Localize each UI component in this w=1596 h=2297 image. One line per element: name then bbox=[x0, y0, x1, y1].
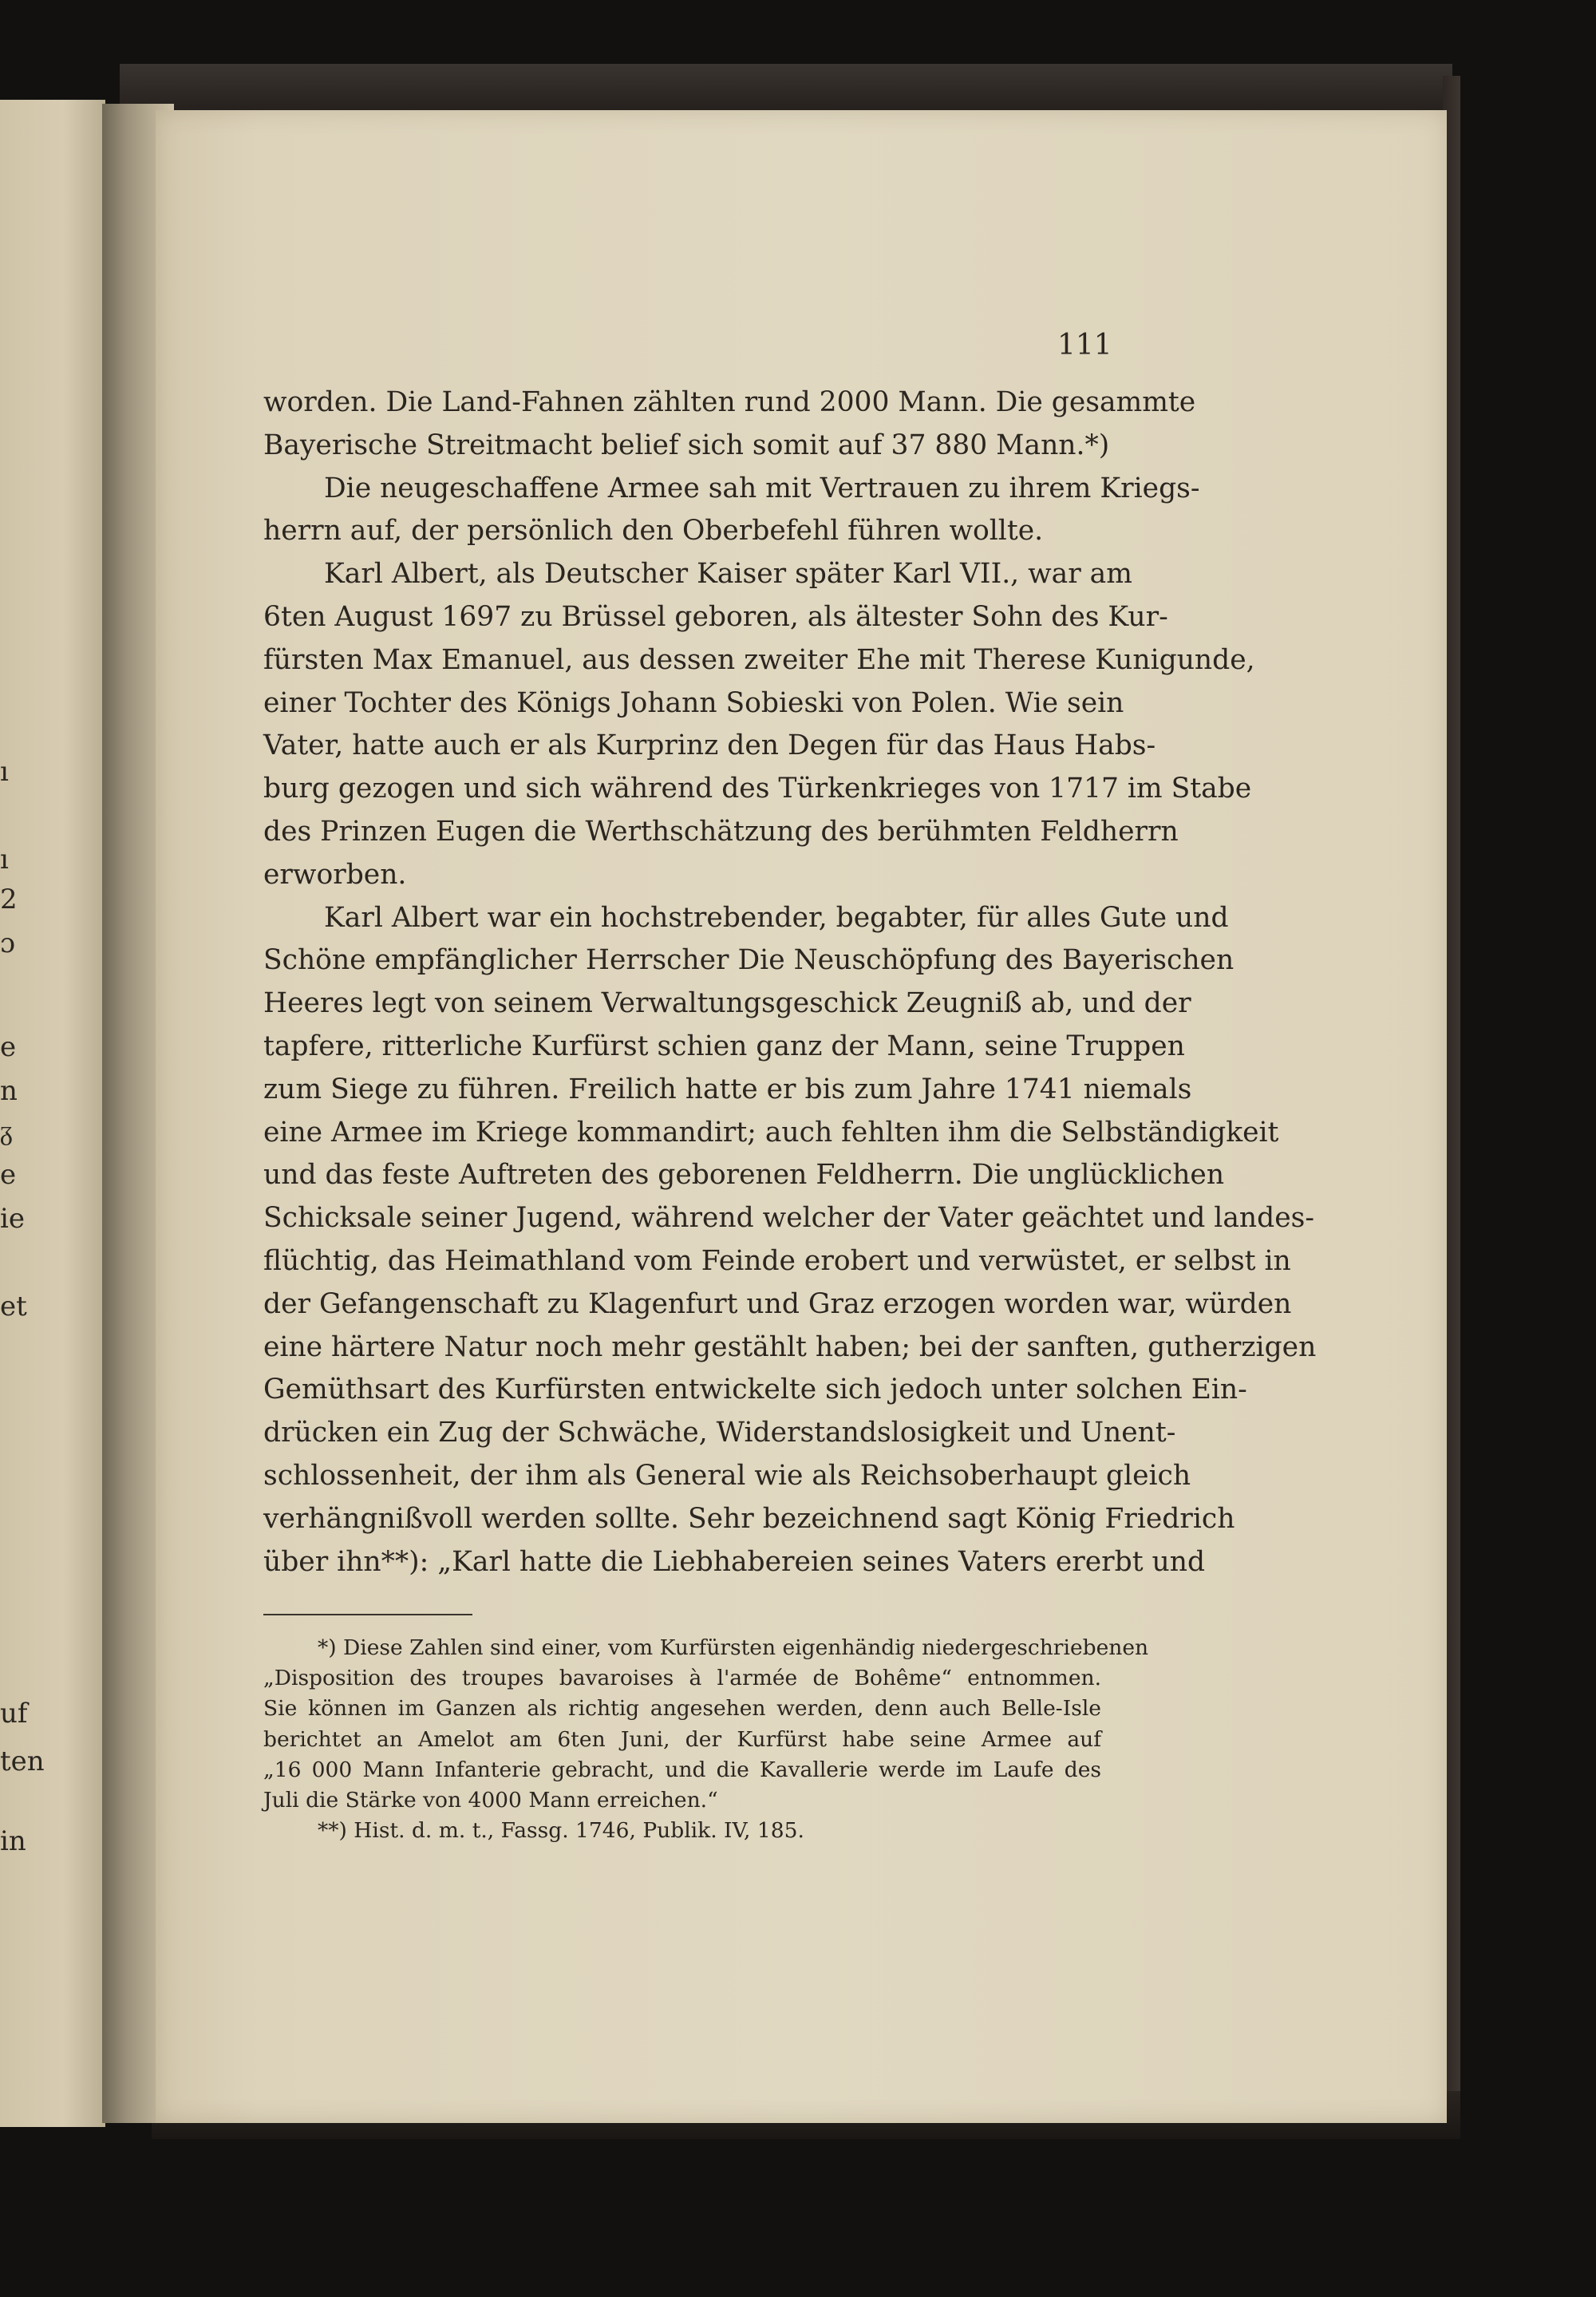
footnote-line: **) Hist. d. m. t., Fassg. 1746, Publik. IV, 185. bbox=[318, 1818, 804, 1844]
text-line: einer Tochter des Königs Johann Sobieski von Polen. Wie sein bbox=[263, 686, 1124, 719]
text-line: Gemüthsart des Kurfürsten entwickelte sich jedoch unter solchen Ein- bbox=[263, 1374, 1247, 1406]
footnote-line: „16 000 Mann Infanterie gebracht, und die Kavallerie werde im Laufe des bbox=[263, 1757, 1101, 1782]
body-text bbox=[263, 382, 1317, 1583]
text-line: Karl Albert war ein hochstrebender, begabter, für alles Gute und bbox=[324, 901, 1229, 934]
footnote-line: *) Diese Zahlen sind einer, vom Kurfürsten eigenhändig niedergeschriebenen bbox=[318, 1635, 1149, 1660]
text-line: flüchtig, das Heimathland vom Feinde erobert und verwüstet, er selbst in bbox=[263, 1244, 1291, 1277]
left-page-fragment: uf bbox=[0, 1698, 28, 1730]
text-line: der Gefangenschaft zu Klagenfurt und Graz erzogen worden war, würden bbox=[263, 1287, 1292, 1320]
text-line: Vater, hatte auch er als Kurprinz den Degen für das Haus Habs- bbox=[263, 729, 1156, 762]
text-line: eine Armee im Kriege kommandirt; auch fehlten ihm die Selbständigkeit bbox=[263, 1116, 1279, 1148]
previous-page-edge bbox=[0, 100, 105, 2127]
footnote-line: Juli die Stärke von 4000 Mann erreichen.“ bbox=[263, 1787, 718, 1813]
text-line: 6ten August 1697 zu Brüssel geboren, als ältester Sohn des Kur- bbox=[263, 600, 1168, 633]
text-line: und das feste Auftreten des geborenen Feldherrn. Die unglücklichen bbox=[263, 1159, 1225, 1192]
left-page-fragment: in bbox=[0, 1825, 26, 1857]
text-line: worden. Die Land-Fahnen zählten rund 2000 Mann. Die gesammte bbox=[263, 386, 1196, 418]
left-page-fragment: ᵹ bbox=[0, 1115, 14, 1147]
footnote-line: Sie können im Ganzen als richtig angesehen werden, denn auch Belle-Isle bbox=[263, 1696, 1101, 1722]
left-page-fragment: et bbox=[0, 1291, 27, 1322]
left-page-fragment: 2 bbox=[0, 884, 18, 915]
text-line: zum Siege zu führen. Freilich hatte er bis zum Jahre 1741 niemals bbox=[263, 1073, 1192, 1105]
footnote-line: berichtet an Amelot am 6ten Juni, der Kurfürst habe seine Armee auf bbox=[263, 1726, 1101, 1752]
text-line: verhängnißvoll werden sollte. Sehr bezeichnend sagt König Friedrich bbox=[263, 1502, 1235, 1535]
text-line: Schöne empfänglicher Herrscher Die Neuschöpfung des Bayerischen bbox=[263, 944, 1235, 977]
text-line: des Prinzen Eugen die Werthschätzung des berühmten Feldherrn bbox=[263, 815, 1179, 848]
text-line: tapfere, ritterliche Kurfürst schien ganz der Mann, seine Truppen bbox=[263, 1030, 1185, 1062]
text-line: Die neugeschaffene Armee sah mit Vertrauen zu ihrem Kriegs- bbox=[324, 472, 1200, 504]
left-page-fragment: n bbox=[0, 1075, 18, 1107]
left-page-fragment: e bbox=[0, 1031, 17, 1063]
footnote-line: „Disposition des troupes bavaroises à l'armée de Bohême“ entnommen. bbox=[263, 1666, 1101, 1691]
text-line: Schicksale seiner Jugend, während welcher der Vater geächtet und landes- bbox=[263, 1202, 1314, 1235]
text-line: Karl Albert, als Deutscher Kaiser später Karl VII., war am bbox=[324, 558, 1132, 591]
footnote-rule bbox=[263, 1614, 472, 1615]
text-line: schlossenheit, der ihm als General wie als Reichsoberhaupt gleich bbox=[263, 1459, 1191, 1492]
left-page-fragment: ten bbox=[0, 1745, 45, 1777]
left-page-fragment: ı bbox=[0, 756, 9, 788]
text-line: drücken ein Zug der Schwäche, Widerstandslosigkeit und Unent- bbox=[263, 1417, 1176, 1449]
text-line: Bayerische Streitmacht belief sich somit auf 37 880 Mann.*) bbox=[263, 429, 1110, 461]
text-line: Heeres legt von seinem Verwaltungsgeschick Zeugniß ab, und der bbox=[263, 987, 1191, 1020]
page-number: 111 bbox=[1057, 329, 1112, 362]
text-line: über ihn**): „Karl hatte die Liebhabereien seines Vaters ererbt und bbox=[263, 1545, 1206, 1578]
left-page-fragment: ie bbox=[0, 1203, 25, 1235]
left-page-fragment: ı bbox=[0, 844, 9, 876]
left-page-fragment: ɔ bbox=[0, 927, 16, 959]
left-page-fragment: e bbox=[0, 1159, 17, 1191]
text-line: herrn auf, der persönlich den Oberbefehl führen wollte. bbox=[263, 515, 1044, 548]
text-line: eine härtere Natur noch mehr gestählt haben; bei der sanften, gutherzigen bbox=[263, 1330, 1317, 1363]
text-line: burg gezogen und sich während des Türkenkrieges von 1717 im Stabe bbox=[263, 773, 1252, 805]
text-line: fürsten Max Emanuel, aus dessen zweiter Ehe mit Therese Kunigunde, bbox=[263, 643, 1255, 676]
text-line: erworben. bbox=[263, 858, 407, 891]
footnotes bbox=[263, 1633, 1149, 1846]
